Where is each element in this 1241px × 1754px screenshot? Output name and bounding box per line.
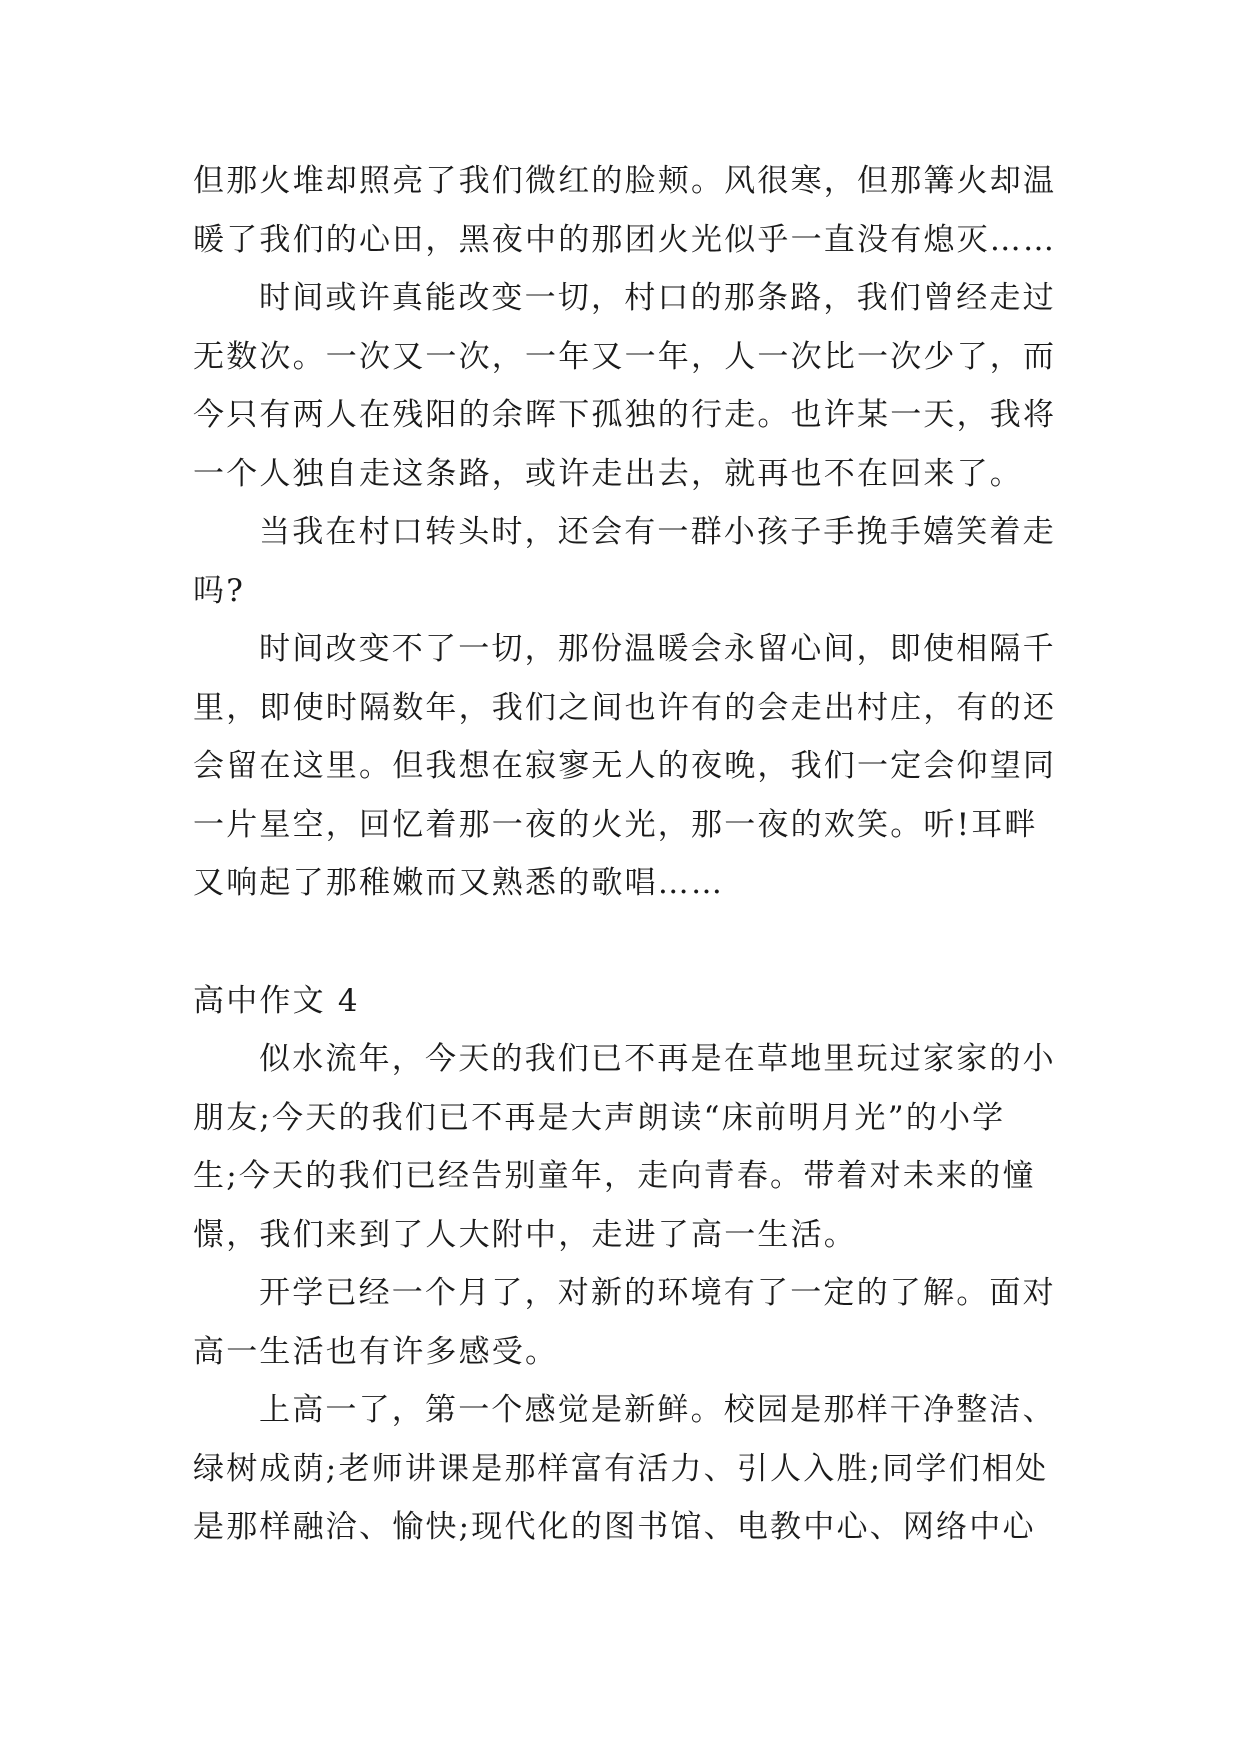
text-line: 憬，我们来到了人大附中，走进了高一生活。	[193, 1216, 857, 1253]
text-line: 暖了我们的心田，黑夜中的那团火光似乎一直没有熄灭……	[193, 221, 1057, 258]
text-line: 一个人独自走这条路，或许走出去，就再也不在回来了。	[193, 455, 1023, 492]
paragraph-start-line: 上高一了，第一个感觉是新鲜。校园是那样干净整洁、	[259, 1392, 1056, 1428]
section-gap	[193, 913, 1073, 972]
paragraph-start-line: 似水流年，今天的我们已不再是在草地里玩过家家的小	[259, 1041, 1056, 1077]
text-line: 绿树成荫;老师讲课是那样富有活力、引人入胜;同学们相处	[193, 1450, 1049, 1487]
paragraph-start-line: 开学已经一个月了，对新的环境有了一定的了解。面对	[259, 1275, 1056, 1311]
text-line: 高一生活也有许多感受。	[193, 1333, 559, 1370]
text-line: 会留在这里。但我想在寂寥无人的夜晚，我们一定会仰望同	[193, 748, 1057, 784]
text-line: 但那火堆却照亮了我们微红的脸颊。风很寒，但那篝火却温	[193, 163, 1057, 199]
section-heading: 高中作文 4	[193, 982, 360, 1019]
text-line: 里，即使时隔数年，我们之间也许有的会走出村庄，有的还	[193, 689, 1057, 726]
text-line: 是那样融洽、愉快;现代化的图书馆、电教中心、网络中心	[193, 1509, 1036, 1545]
document-body	[193, 152, 1073, 1557]
paragraph-start-line: 时间或许真能改变一切，村口的那条路，我们曾经走过	[259, 280, 1056, 316]
text-line: 又响起了那稚嫩而又熟悉的歌唱……	[193, 865, 725, 901]
text-line: 无数次。一次又一次，一年又一年，人一次比一次少了，而	[193, 338, 1057, 375]
text-line: 吗?	[193, 572, 246, 609]
text-line: 一片星空，回忆着那一夜的火光，那一夜的欢笑。听!耳畔	[193, 806, 1038, 843]
paragraph-start-line: 时间改变不了一切，那份温暖会永留心间，即使相隔千	[259, 631, 1056, 667]
paragraph-start-line: 当我在村口转头时，还会有一群小孩子手挽手嬉笑着走	[259, 514, 1056, 550]
text-line: 朋友;今天的我们已不再是大声朗读“床前明月光”的小学	[193, 1099, 1006, 1136]
text-line: 生;今天的我们已经告别童年，走向青春。带着对未来的憧	[193, 1158, 1036, 1194]
text-line: 今只有两人在残阳的余晖下孤独的行走。也许某一天，我将	[193, 397, 1057, 433]
